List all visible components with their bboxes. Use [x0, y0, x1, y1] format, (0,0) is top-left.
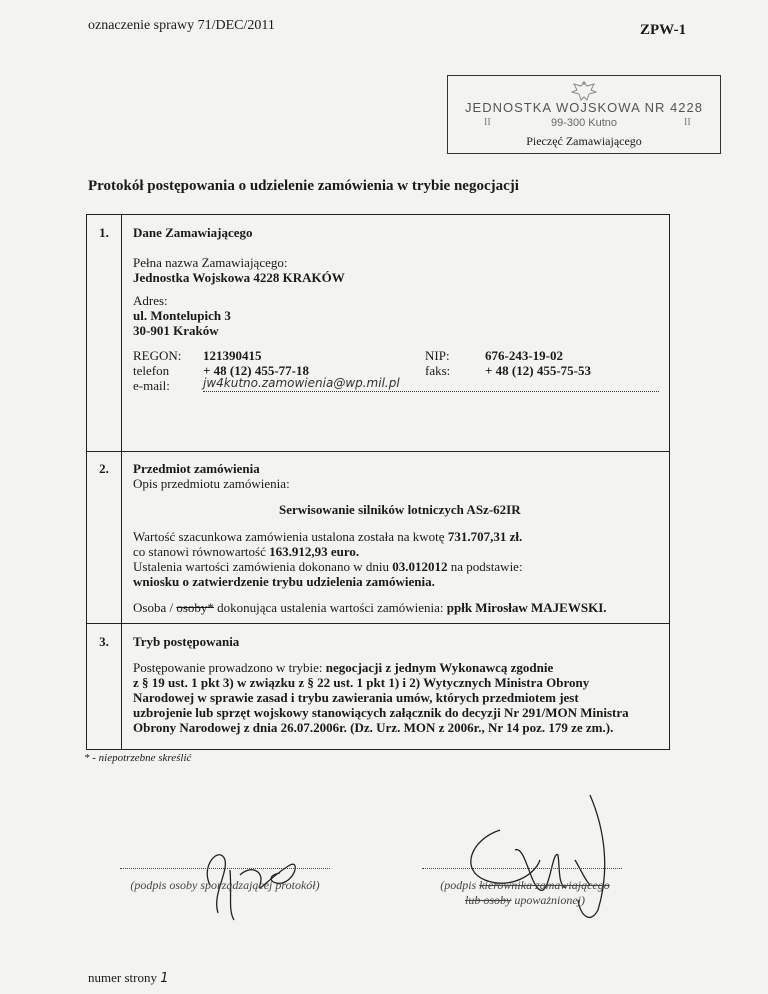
procedure-line-3: Narodowej w sprawie zasad i trybu zawierania umów, których przedmiotem jest — [133, 690, 579, 705]
euro-equivalent-amount: 163.912,93 euro. — [269, 544, 360, 559]
regon-label: REGON: — [133, 348, 182, 363]
page-number-value: 1 — [160, 971, 169, 986]
stamp-unit-address: 99-300 Kutno — [550, 117, 618, 129]
procedure-line-5: Obrony Narodowej z dnia 26.07.2006r. (Dz. Urz. MON z 2006r., Nr 14 poz. 179 ze zm.). — [133, 720, 614, 735]
footnote: * - niepotrzebne skreślić — [84, 752, 192, 764]
valuation-date-text: Ustalenia wartości zamówienia dokonano w dniu — [133, 559, 393, 574]
valuation-date-suffix: na podstawie: — [447, 559, 523, 574]
eagle-emblem-icon — [570, 80, 598, 102]
phone-label: telefon — [133, 363, 170, 378]
signature-line-right — [422, 868, 622, 869]
page-number-label: numer strony — [88, 970, 157, 985]
estimated-value-line — [133, 529, 522, 544]
nip-label: NIP: — [425, 348, 450, 363]
section-heading: Tryb postępowania — [133, 634, 240, 649]
valuation-date-line — [133, 559, 523, 574]
section-number: 3. — [99, 634, 109, 649]
row-divider — [87, 623, 669, 624]
address-line2: 30-901 Kraków — [133, 323, 219, 338]
order-subject: Serwisowanie silników lotniczych ASz-62IR — [279, 502, 521, 517]
person-name: ppłk Mirosław MAJEWSKI. — [446, 600, 607, 615]
right-caption-suffix: upoważnionej) — [511, 893, 585, 907]
section-number: 2. — [99, 461, 109, 476]
column-divider — [121, 215, 122, 749]
valuation-date: 03.012012 — [392, 559, 448, 574]
right-caption-struck: lub osoby — [464, 893, 512, 907]
estimated-value-text: Wartość szacunkowa zamówienia ustalona została na kwotę — [133, 529, 448, 544]
fullname-value: Jednostka Wojskowa 4228 KRAKÓW — [133, 270, 345, 285]
address-line1: ul. Montelupich 3 — [133, 308, 231, 323]
stamp-mark: II — [484, 117, 491, 128]
estimated-value-amount: 731.707,31 zł. — [447, 529, 523, 544]
right-caption-prefix: (podpis — [440, 878, 480, 892]
address-label: Adres: — [133, 293, 168, 308]
valuation-basis: wniosku o zatwierdzenie trybu udzielenia zamówienia. — [133, 574, 435, 589]
page-number — [88, 970, 169, 986]
regon-value: 121390415 — [203, 348, 262, 363]
handwritten-signature-right — [440, 790, 620, 930]
protocol-table — [86, 214, 670, 750]
signature-caption-left: (podpis osoby sporządzającej protokół) — [130, 878, 320, 892]
fax-value: + 48 (12) 455-75-53 — [485, 363, 591, 378]
phone-value: + 48 (12) 455-77-18 — [203, 363, 309, 378]
euro-equivalent-text: co stanowi równowartość — [133, 544, 270, 559]
procedure-line-4: uzbrojenie lub sprzęt wojskowy stanowiących załącznik do decyzji Nr 291/MON Ministra — [133, 705, 629, 720]
fullname-label: Pełna nazwa Zamawiającego: — [133, 255, 288, 270]
person-text: dokonująca ustalenia wartości zamówienia: — [213, 600, 447, 615]
procedure-line-2: z § 19 ust. 1 pkt 3) w związku z § 22 ust. 1 pkt 1) i 2) Wytycznych Ministra Obrony — [133, 675, 590, 690]
section-number: 1. — [99, 225, 109, 240]
right-caption-struck: kierownika zamawiającego — [479, 878, 610, 892]
case-number: oznaczenie sprawy 71/DEC/2011 — [88, 18, 275, 33]
procedure-mode: negocjacji z jednym Wykonawcą zgodnie — [325, 660, 554, 675]
form-code: ZPW-1 — [640, 22, 687, 38]
email-label: e-mail: — [133, 378, 170, 393]
email-value: jw4kutno.zamowienia@wp.mil.pl — [203, 376, 659, 392]
euro-equivalent-line — [133, 544, 359, 559]
person-prefix: Osoba / — [133, 600, 177, 615]
section-heading: Dane Zamawiającego — [133, 225, 253, 240]
stamp-unit-name: JEDNOSTKA WOJSKOWA NR 4228 — [465, 100, 703, 115]
stamp-caption: Pieczęć Zamawiającego — [526, 134, 642, 148]
row-divider — [87, 451, 669, 452]
signature-line-left — [120, 868, 330, 869]
valuation-person-line — [133, 600, 607, 615]
page-title: Protokół postępowania o udzielenie zamówienia w trybie negocjacji — [88, 178, 519, 194]
person-struck-option: osoby* — [176, 600, 214, 615]
description-label: Opis przedmiotu zamówienia: — [133, 476, 290, 491]
nip-value: 676-243-19-02 — [485, 348, 563, 363]
stamp — [447, 75, 721, 154]
signature-caption-right — [410, 878, 640, 908]
procedure-line-1 — [133, 660, 553, 675]
section-heading: Przedmiot zamówienia — [133, 461, 260, 476]
stamp-mark: II — [684, 117, 691, 128]
procedure-intro: Postępowanie prowadzono w trybie: — [133, 660, 326, 675]
fax-label: faks: — [425, 363, 451, 378]
